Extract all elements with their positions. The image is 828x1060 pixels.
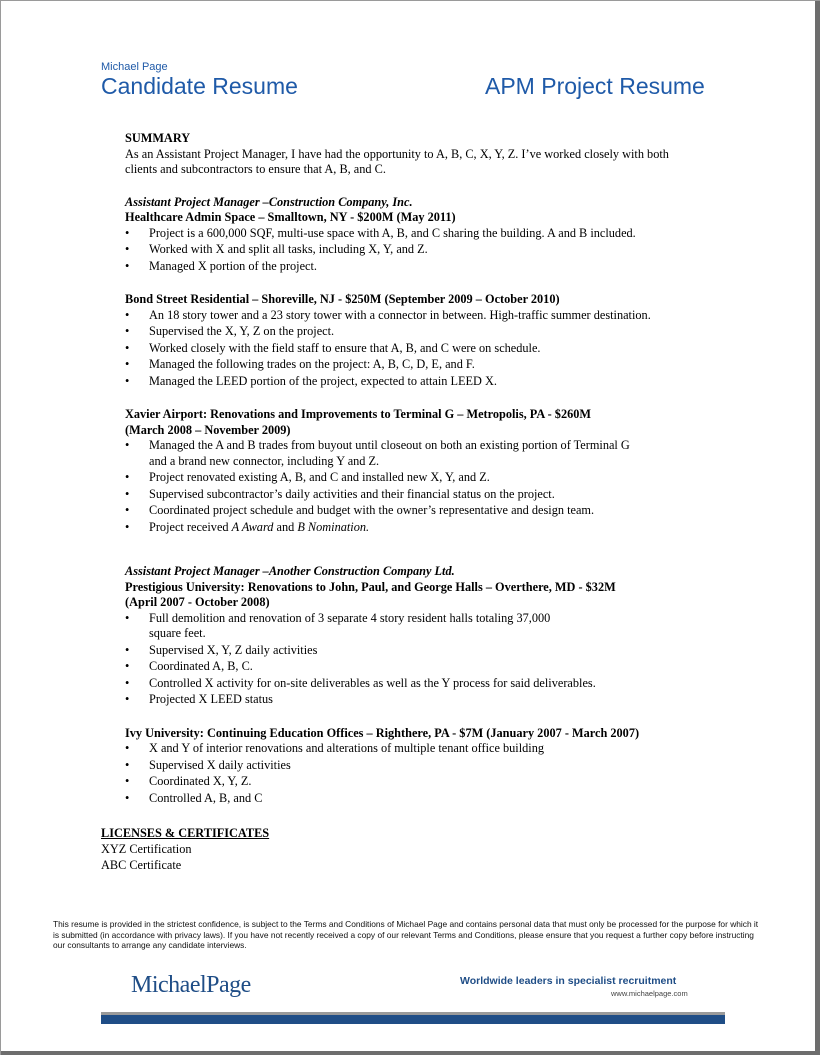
bullet-icon: •	[125, 503, 130, 517]
list-item: • Controlled X activity for on-site deliverables as well as the Y process for said deliverables.	[125, 675, 596, 690]
bullet-icon: •	[125, 438, 130, 452]
page-border-left	[0, 0, 1, 1055]
list-item: • Worked with X and split all tasks, including X, Y, and Z.	[125, 242, 428, 256]
list-item: • Coordinated X, Y, Z.	[125, 774, 252, 788]
list-item: • Managed the following trades on the project: A, B, C, D, E, and F.	[125, 357, 475, 371]
list-item: • Full demolition and renovation of 3 separate 4 story resident halls totaling 37,000 square feet.	[125, 610, 551, 640]
bullet-icon: •	[125, 519, 130, 534]
project-prestigious-title-line1: Prestigious University: Renovations to John, Paul, and George Halls – Overthere, MD - $32M	[125, 579, 616, 594]
bullet-icon: •	[125, 307, 130, 322]
bullet-icon: •	[125, 757, 130, 772]
footer-website: www.michaelpage.com	[611, 989, 688, 998]
project-ivy-title: Ivy University: Continuing Education Offices – Righthere, PA - $7M (January 2007 - March 2007)	[125, 725, 640, 740]
project-ivy-bullets	[125, 741, 725, 806]
list-item: • Supervised subcontractor’s daily activities and their financial status on the project.	[125, 486, 555, 501]
bullet-icon: •	[125, 774, 130, 788]
bullet-icon: •	[125, 324, 130, 338]
resume-body	[125, 131, 725, 807]
bullet-icon: •	[125, 642, 130, 657]
project-prestigious-bullets	[125, 611, 725, 708]
bullet-icon: •	[125, 242, 130, 256]
bullet-icon: •	[125, 258, 130, 273]
list-item: • Supervised X, Y, Z daily activities	[125, 642, 318, 657]
bullet-icon: •	[125, 357, 130, 371]
candidate-resume-title: Candidate Resume	[101, 73, 298, 99]
license-item: ABC Certificate	[101, 858, 182, 872]
project-healthcare-title: Healthcare Admin Space – Smalltown, NY - $200M (May 2011)	[125, 210, 456, 224]
bullet-icon: •	[125, 790, 130, 805]
list-item: • Coordinated A, B, C.	[125, 659, 253, 673]
bullet-icon: •	[125, 340, 130, 355]
project-bond-street-bullets	[125, 308, 725, 390]
bullet-icon: •	[125, 470, 130, 484]
list-item: • Project is a 600,000 SQF, multi-use space with A, B, and C sharing the building. A and B included.	[125, 225, 636, 240]
project-xavier-bullets	[125, 438, 725, 535]
employer1-role: Assistant Project Manager –Construction Company, Inc.	[125, 194, 413, 209]
bullet-icon: •	[125, 373, 130, 388]
resume-type-title: APM Project Resume	[485, 73, 705, 99]
brand-small-label: Michael Page	[101, 61, 168, 73]
project-bond-street-title: Bond Street Residential – Shoreville, NJ - $250M (September 2009 – October 2010)	[125, 292, 560, 306]
project-prestigious-title-line2: (April 2007 - October 2008)	[125, 595, 270, 609]
summary-text-line2: clients and subcontractors to ensure that A, B, and C.	[125, 162, 386, 176]
bullet-icon: •	[125, 610, 130, 625]
project-xavier-title-line2: (March 2008 – November 2009)	[125, 422, 291, 437]
page-border-top	[0, 0, 820, 1]
licenses-section	[101, 825, 269, 873]
list-item: • Project renovated existing A, B, and C and installed new X, Y, and Z.	[125, 470, 490, 484]
list-item: • An 18 story tower and a 23 story tower with a connector in between. High-traffic summer destination.	[125, 307, 651, 322]
confidentiality-disclaimer: This resume is provided in the strictest confidence, is subject to the Terms and Conditions of Michael Page and contains personal data that must only be processed for the purpose for which it is submitted (in accordance with privacy laws). If you have not recently received a copy of our relevant Terms and Conditions, please ensure that you request a further copy before instructing our consultants to arrange any candidate interviews.	[53, 919, 759, 950]
list-item: • Project received A Award and B Nomination.	[125, 519, 370, 534]
bullet-icon: •	[125, 692, 130, 706]
bullet-icon: •	[125, 486, 130, 501]
list-item: • Managed the LEED portion of the project, expected to attain LEED X.	[125, 373, 497, 388]
bullet-icon: •	[125, 741, 130, 755]
list-item: • Coordinated project schedule and budget with the owner’s representative and design team.	[125, 503, 595, 517]
list-item: • Projected X LEED status	[125, 692, 273, 706]
list-item: • Worked closely with the field staff to ensure that A, B, and C were on schedule.	[125, 340, 541, 355]
michael-page-logo: MichaelPage	[131, 972, 251, 998]
list-item: • X and Y of interior renovations and alterations of multiple tenant office building	[125, 741, 544, 755]
list-item: • Supervised the X, Y, Z on the project.	[125, 324, 335, 338]
list-item: • Managed X portion of the project.	[125, 258, 318, 273]
summary-heading: SUMMARY	[125, 131, 191, 145]
employer2-role: Assistant Project Manager –Another Construction Company Ltd.	[125, 564, 455, 578]
list-item: • Managed the A and B trades from buyout until closeout on both an existing portion of Terminal G and a brand new connector, including Y and Z.	[125, 438, 630, 468]
list-item: • Supervised X daily activities	[125, 757, 291, 772]
bullet-icon: •	[125, 675, 130, 690]
footer-divider-blue	[101, 1015, 725, 1024]
bullet-icon: •	[125, 659, 130, 673]
summary-text-line1: As an Assistant Project Manager, I have had the opportunity to A, B, C, X, Y, Z. I’ve worked closely with both	[125, 146, 669, 161]
license-item: XYZ Certification	[101, 842, 192, 856]
licenses-heading: LICENSES & CERTIFICATES	[101, 826, 270, 840]
project-healthcare-bullets	[125, 226, 725, 275]
footer-tagline: Worldwide leaders in specialist recruitment	[460, 975, 677, 987]
list-item: • Controlled A, B, and C	[125, 790, 263, 805]
project-xavier-title-line1: Xavier Airport: Renovations and Improvements to Terminal G – Metropolis, PA - $260M	[125, 407, 592, 421]
bullet-icon: •	[125, 225, 130, 240]
